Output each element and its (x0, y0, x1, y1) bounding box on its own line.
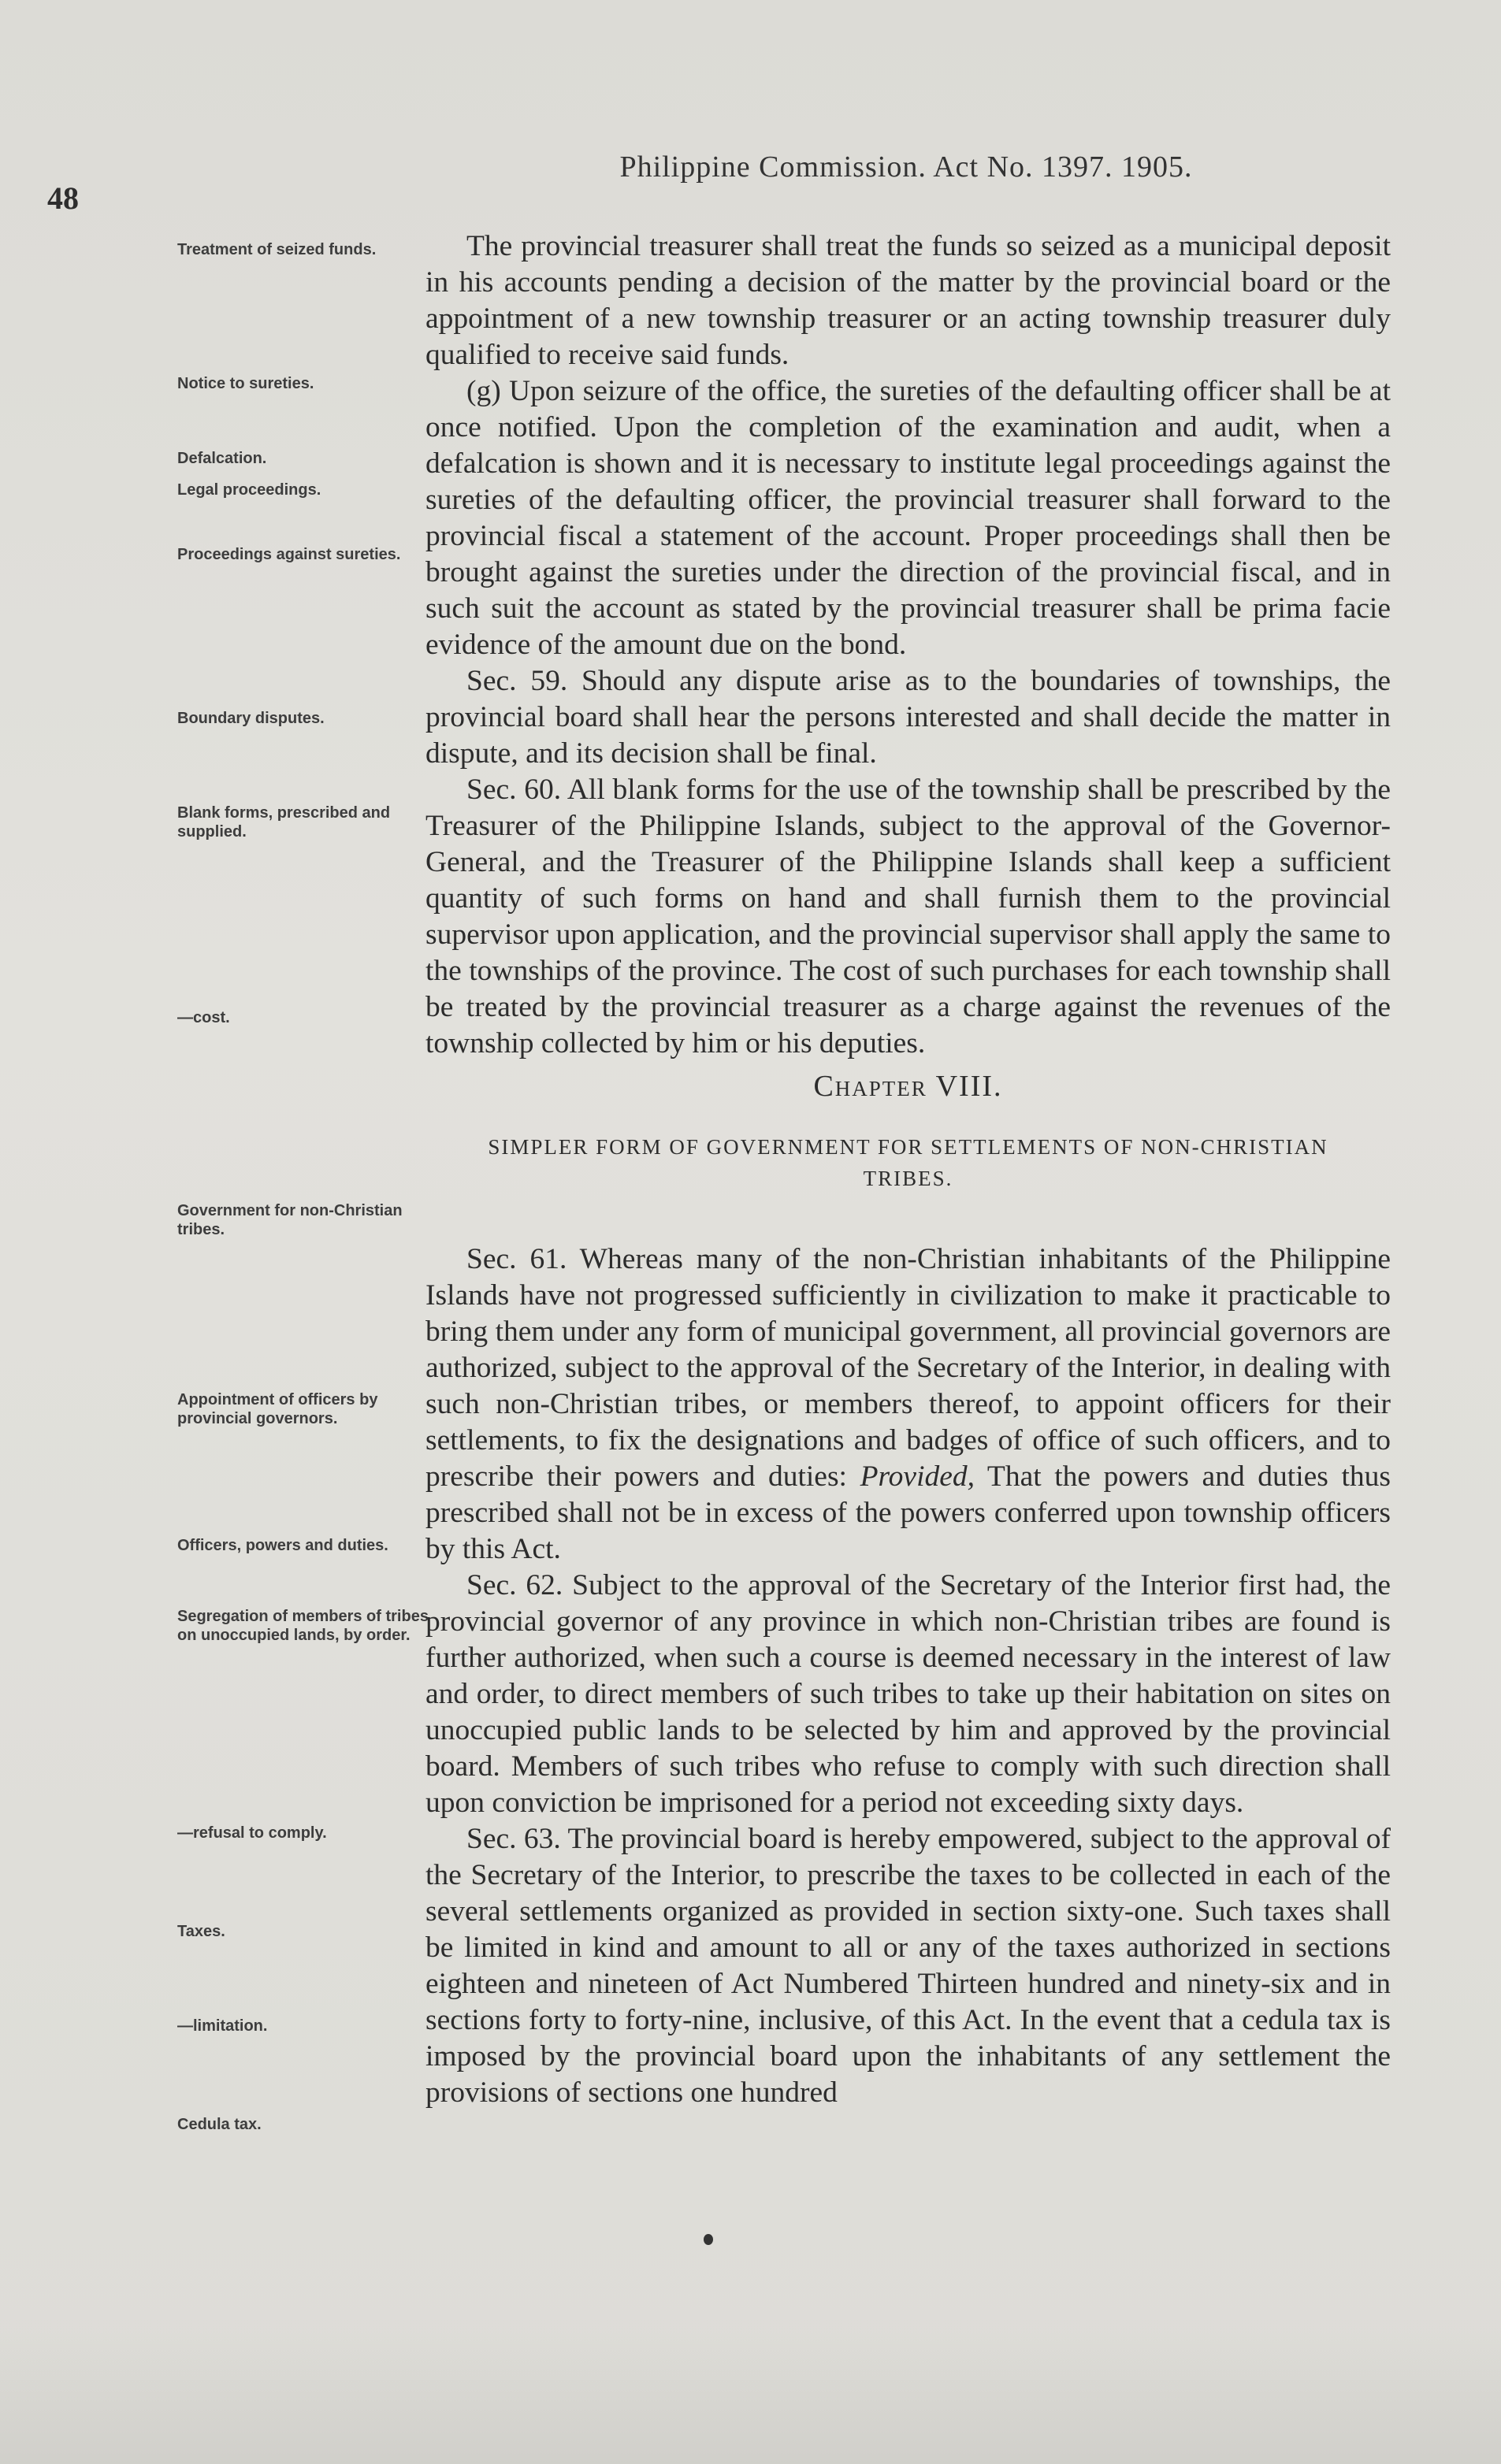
marginal-note: Officers, powers and duties. (177, 1537, 388, 1554)
body-text (425, 228, 1391, 2111)
marginal-note: Notice to sureties. (177, 375, 314, 392)
marginal-note: Boundary disputes. (177, 710, 325, 727)
page-bottom-shadow (0, 2332, 1501, 2464)
marginal-note: Treatment of seized funds. (177, 241, 377, 258)
marginal-note: Government for non-Christian tribes. (177, 1202, 403, 1238)
marginal-note: Defalcation. (177, 450, 267, 467)
paragraph: (g) Upon seizure of the office, the sureties of the defaulting officer shall be at once notified. Upon the completion of the examination and audit, when a defalcation is shown and it is necessary to institute legal proceedings against the sureties of the defaulting officer, the provincial treasurer shall forward to the provincial fiscal a statement of the account. Proper proceedings shall then be brought against the sureties under the direction of the provincial fiscal, and in such suit the account as stated by the provincial treasurer shall be prima facie evidence of the amount due on the bond. (425, 375, 1391, 661)
chapter-title: Chapter VIII. (813, 1070, 1003, 1103)
section-62: Sec. 62. Subject to the approval of the Secretary of the Interior first had, the provincial governor of any province in which non-Christian tribes are found is further authorized, when such a course is deemed necessary in the interest of law and order, to direct members of such tribes to take up their habitation on sites on unoccupied public lands to be selected by him and approved by the provincial board. Members of such tribes who refuse to comply with such direction shall upon conviction be imprisoned for a period not exceeding sixty days. (425, 1569, 1391, 1819)
marginal-note: Appointment of officers by provincial governors. (177, 1391, 378, 1427)
marginal-note: —refusal to comply. (177, 1824, 327, 1842)
paragraph: The provincial treasurer shall treat the funds so seized as a municipal deposit in his accounts pending a decision of the matter by the provincial board or the appointment of a new township treasurer or an acting township treasurer duly qualified to receive said funds. (425, 230, 1391, 371)
section-61-text-end: That the powers and duties thus prescribed shall not be in excess of the powers conferred upon township officers by this Act. (425, 1460, 1391, 1565)
marginal-note: —cost. (177, 1009, 230, 1026)
section-61-text: Sec. 61. Whereas many of the non-Christian inhabitants of the Philippine Islands have not progressed sufficiently in civilization to make it practicable to bring them under any form of municipal government, all provincial governors are authorized, subject to the approval of the Secretary of the Interior, in dealing with such non-Christian tribes, or members thereof, to appoint officers for their settlements, to fix the designations and badges of office of such officers, and to prescribe their powers and duties: (425, 1243, 1391, 1493)
printer-dot (704, 2234, 713, 2245)
marginal-note: Blank forms, prescribed and supplied. (177, 804, 391, 841)
marginal-note: Taxes. (177, 1923, 225, 1940)
running-head: Philippine Commission. Act No. 1397. 1905. (619, 150, 1193, 184)
marginal-note: —limitation. (177, 2017, 268, 2035)
section-63: Sec. 63. The provincial board is hereby empowered, subject to the approval of the Secretary of the Interior, to prescribe the taxes to be collected in each of the several settlements organized as provided in section sixty-one. Such taxes shall be limited in kind and amount to all or any of the taxes authorized in sections eighteen and nineteen of Act Numbered Thirteen hundred and ninety-six and in sections forty to forty-nine, inclusive, of this Act. In the event that a cedula tax is imposed by the provincial board upon the inhabitants of any settlement the provisions of sections one hundred (425, 1823, 1391, 2109)
marginal-note: Cedula tax. (177, 2116, 262, 2133)
marginal-note: Legal proceedings. (177, 481, 321, 499)
section-61 (425, 1241, 1391, 1568)
marginal-note: Proceedings against sureties. (177, 546, 401, 563)
proviso: Provided, (860, 1460, 975, 1493)
page-number: 48 (47, 180, 79, 216)
section-59: Sec. 59. Should any dispute arise as to the boundaries of townships, the provincial board shall hear the persons interested and shall decide the matter in dispute, and its decision shall be final. (425, 665, 1391, 770)
marginal-note: Segregation of members of tribes on unoccupied lands, by order. (177, 1608, 429, 1644)
section-60: Sec. 60. All blank forms for the use of the township shall be prescribed by the Treasurer of the Philippine Islands, subject to the approval of the Governor-General, and the Treasurer of the Philippine Islands shall keep a sufficient quantity of such forms on hand and shall furnish them to the provincial supervisor upon application, and the provincial supervisor shall apply the same to the townships of the province. The cost of such purchases for each township shall be treated by the provincial treasurer as a charge against the revenues of the township collected by him or his deputies. (425, 774, 1391, 1059)
chapter-subtitle: SIMPLER FORM OF GOVERNMENT FOR SETTLEMENTS OF NON-CHRISTIAN TRIBES. (488, 1135, 1328, 1190)
